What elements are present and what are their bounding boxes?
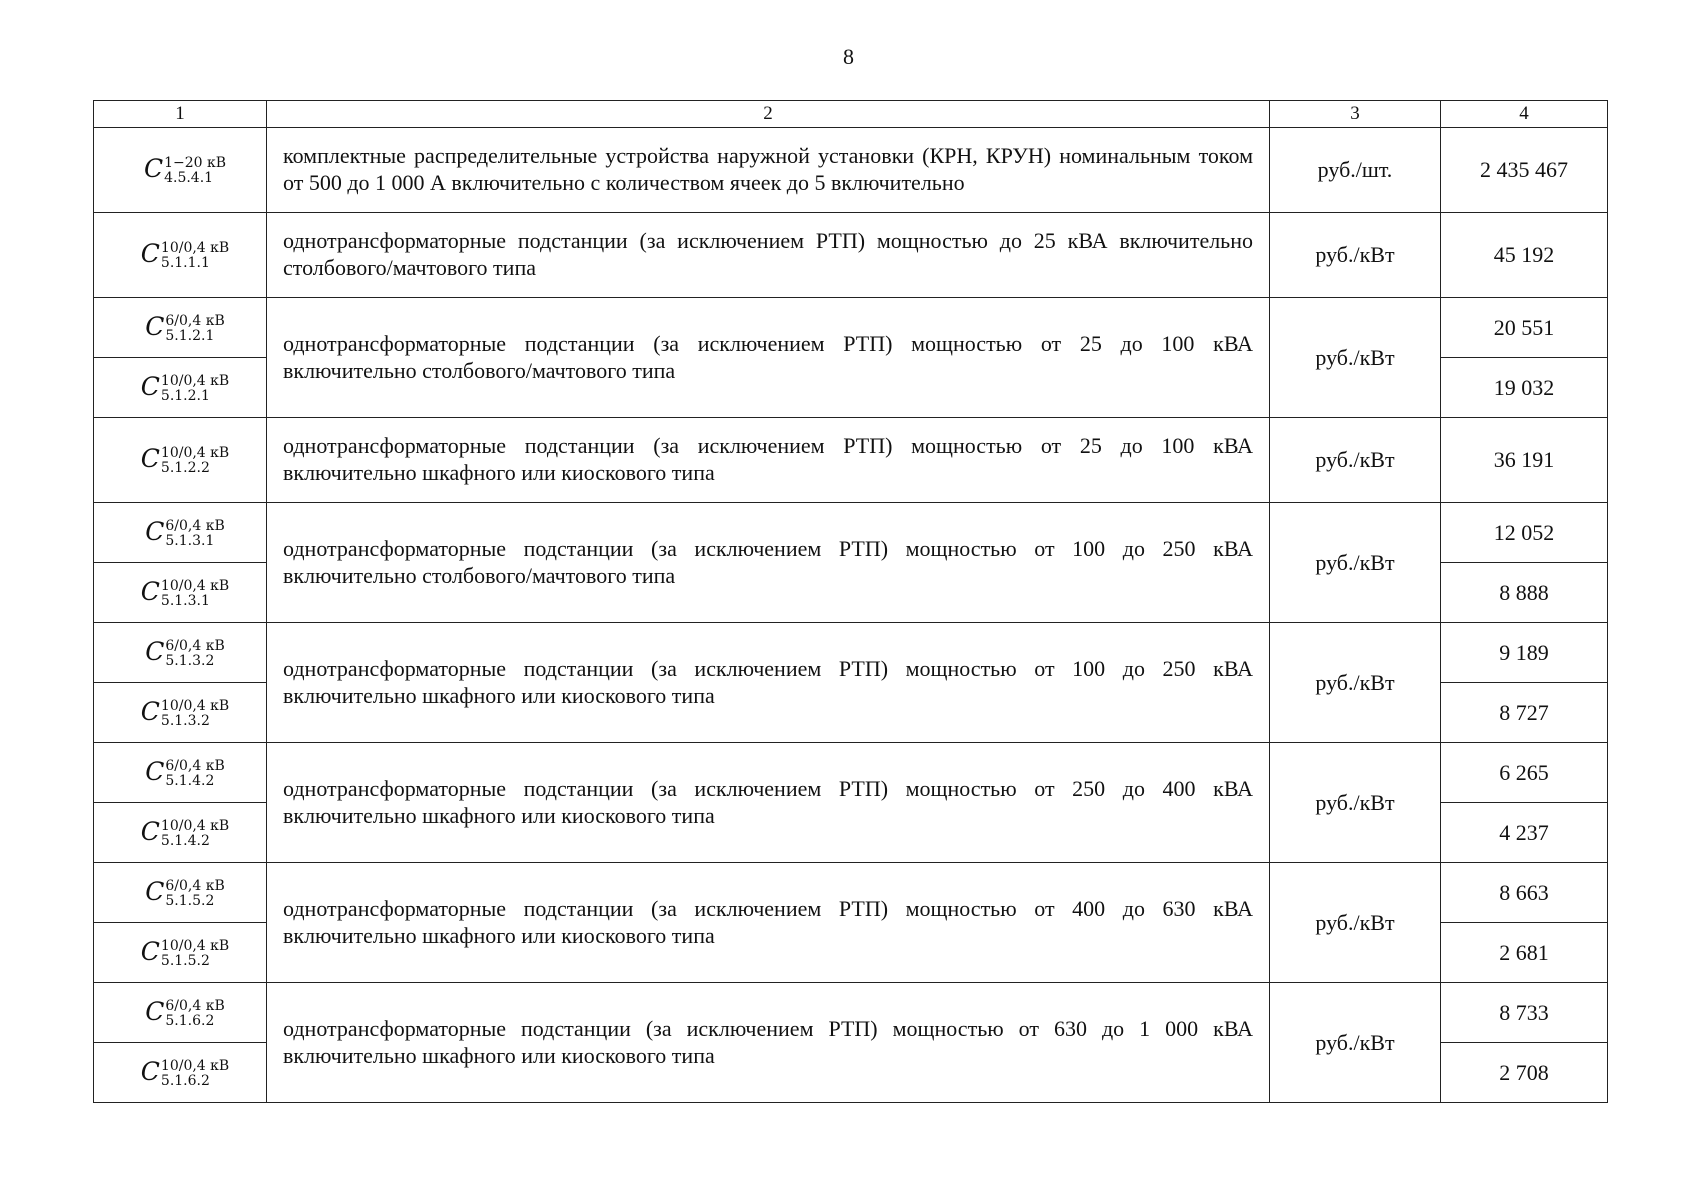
rate-code-base: C [145,876,165,906]
rate-code-base: C [140,239,160,268]
rate-value: 19 032 [1441,358,1608,418]
rate-code-index: 4.5.4.1 [164,170,214,186]
rate-code-symbol [135,517,225,549]
table-row [94,213,1608,298]
rate-code-base: C [140,444,160,473]
unit-of-measure: руб./кВт [1270,298,1441,418]
rate-code-scripts [161,374,229,404]
rate-value: 9 189 [1441,623,1608,683]
rate-code-symbol [135,637,225,669]
rate-code-symbol [131,697,229,729]
rate-value: 36 191 [1441,418,1608,503]
rate-code-scripts [161,1059,229,1089]
item-description: однотрансформаторные подстанции (за исключением РТП) мощностью от 400 до 630 кВА включительно шкафного или киоскового типа [267,863,1270,983]
rate-code-symbol [131,937,229,969]
rate-code-voltage: 6/0,4 кВ [165,517,225,534]
rate-code-index: 5.1.2.2 [160,460,210,476]
rate-code-scripts [165,639,224,669]
rate-code-base: C [143,154,164,183]
rate-code-scripts [161,699,229,729]
rate-code [94,983,267,1043]
unit-of-measure: руб./кВт [1270,743,1441,863]
rate-code-scripts [165,519,224,549]
rate-code-scripts [161,446,229,476]
tariff-table [93,100,1608,1103]
rate-code-scripts [165,999,224,1029]
rate-code-scripts [165,879,224,909]
rate-code-base: C [140,371,160,401]
rate-code [94,418,267,503]
rate-value: 2 708 [1441,1043,1608,1103]
item-description: однотрансформаторные подстанции (за исключением РТП) мощностью до 25 кВА включительно столбового/мачтового типа [267,213,1270,298]
rate-code [94,128,267,213]
item-description: однотрансформаторные подстанции (за исключением РТП) мощностью от 25 до 100 кВА включительно столбового/мачтового типа [267,298,1270,418]
rate-code-symbol [135,997,225,1029]
rate-code-index: 5.1.6.2 [165,1012,215,1029]
rate-code-voltage: 10/0,4 кВ [160,937,230,954]
rate-code-index: 5.1.3.1 [160,592,210,609]
unit-of-measure: руб./кВт [1270,503,1441,623]
rate-code-base: C [140,576,160,606]
tariff-table-body [94,101,1608,1103]
rate-code-index: 5.1.3.1 [165,532,215,549]
rate-value: 8 727 [1441,683,1608,743]
table-row [94,743,1608,803]
rate-code-symbol [134,154,226,186]
table-row [94,418,1608,503]
rate-code-index: 5.1.5.2 [165,892,215,909]
table-row [94,128,1608,213]
rate-code-index: 5.1.4.2 [160,832,210,849]
rate-code [94,503,267,563]
rate-code-symbol [135,877,225,909]
rate-code-index: 5.1.3.2 [160,712,210,729]
rate-code [94,743,267,803]
rate-code-voltage: 10/0,4 кВ [160,240,230,256]
item-description: однотрансформаторные подстанции (за исключением РТП) мощностью от 100 до 250 кВА включительно шкафного или киоскового типа [267,623,1270,743]
item-description: однотрансформаторные подстанции (за исключением РТП) мощностью от 630 до 1 000 кВА включительно шкафного или киоскового типа [267,983,1270,1103]
rate-code-voltage: 6/0,4 кВ [165,312,225,329]
rate-code-voltage: 1−20 кВ [164,155,227,171]
rate-code-index: 5.1.2.1 [160,387,210,404]
item-description: однотрансформаторные подстанции (за исключением РТП) мощностью от 100 до 250 кВА включительно столбового/мачтового типа [267,503,1270,623]
unit-of-measure: руб./шт. [1270,128,1441,213]
rate-code-base: C [145,516,165,546]
rate-code [94,863,267,923]
rate-value: 2 681 [1441,923,1608,983]
rate-code-voltage: 10/0,4 кВ [160,445,230,461]
rate-code [94,803,267,863]
rate-value: 8 663 [1441,863,1608,923]
rate-code-voltage: 10/0,4 кВ [160,372,230,389]
item-description: однотрансформаторные подстанции (за исключением РТП) мощностью от 250 до 400 кВА включительно шкафного или киоскового типа [267,743,1270,863]
rate-code [94,358,267,418]
unit-of-measure: руб./кВт [1270,418,1441,503]
rate-code-index: 5.1.4.2 [165,772,215,789]
rate-code-index: 5.1.6.2 [160,1072,210,1089]
rate-code-index: 5.1.3.2 [165,652,215,669]
rate-code-voltage: 10/0,4 кВ [160,697,230,714]
column-number-3: 3 [1270,101,1441,128]
table-header-row [94,101,1608,128]
rate-code-base: C [140,696,160,726]
rate-code-symbol [131,239,229,271]
rate-code [94,683,267,743]
table-row [94,503,1608,563]
rate-code [94,298,267,358]
rate-code-index: 5.1.1.1 [160,255,210,271]
table-row [94,863,1608,923]
rate-code-base: C [140,1056,160,1086]
table-row [94,623,1608,683]
rate-code-voltage: 10/0,4 кВ [160,1057,230,1074]
table-row [94,298,1608,358]
rate-value: 4 237 [1441,803,1608,863]
rate-code-scripts [161,241,229,271]
rate-value: 8 888 [1441,563,1608,623]
unit-of-measure: руб./кВт [1270,983,1441,1103]
rate-code-base: C [145,756,165,786]
rate-code-symbol [131,577,229,609]
rate-code-scripts [161,579,229,609]
rate-value: 6 265 [1441,743,1608,803]
rate-code [94,1043,267,1103]
rate-code-scripts [161,819,229,849]
rate-code-scripts [165,314,224,344]
rate-code-symbol [135,757,225,789]
rate-code-index: 5.1.2.1 [165,327,215,344]
rate-code-base: C [140,936,160,966]
rate-code-voltage: 6/0,4 кВ [165,877,225,894]
rate-code-voltage: 6/0,4 кВ [165,637,225,654]
column-number-4: 4 [1441,101,1608,128]
rate-code [94,213,267,298]
rate-value: 8 733 [1441,983,1608,1043]
item-description: однотрансформаторные подстанции (за исключением РТП) мощностью от 25 до 100 кВА включительно шкафного или киоскового типа [267,418,1270,503]
rate-value: 45 192 [1441,213,1608,298]
rate-code-scripts [161,939,229,969]
unit-of-measure: руб./кВт [1270,863,1441,983]
rate-code-voltage: 6/0,4 кВ [165,757,225,774]
page-number: 8 [843,44,854,69]
rate-code-symbol [131,817,229,849]
rate-code [94,623,267,683]
rate-code-base: C [145,311,165,341]
rate-code-symbol [135,312,225,344]
rate-code-base: C [145,996,165,1026]
rate-code-symbol [131,444,229,476]
rate-code-voltage: 6/0,4 кВ [165,997,225,1014]
rate-code-scripts [165,759,224,789]
rate-code [94,563,267,623]
rate-value: 20 551 [1441,298,1608,358]
rate-code-base: C [140,816,160,846]
rate-value: 12 052 [1441,503,1608,563]
rate-code [94,923,267,983]
rate-code-base: C [145,636,165,666]
rate-code-symbol [131,1057,229,1089]
table-row [94,983,1608,1043]
rate-value: 2 435 467 [1441,128,1608,213]
column-number-1: 1 [94,101,267,128]
rate-code-voltage: 10/0,4 кВ [160,577,230,594]
rate-code-index: 5.1.5.2 [160,952,210,969]
column-number-2: 2 [267,101,1270,128]
unit-of-measure: руб./кВт [1270,213,1441,298]
rate-code-symbol [131,372,229,404]
rate-code-scripts [164,156,226,186]
item-description: комплектные распределительные устройства наружной установки (КРН, КРУН) номинальным током от 500 до 1 000 А включительно с количеством ячеек до 5 включительно [267,128,1270,213]
rate-code-voltage: 10/0,4 кВ [160,817,230,834]
unit-of-measure: руб./кВт [1270,623,1441,743]
